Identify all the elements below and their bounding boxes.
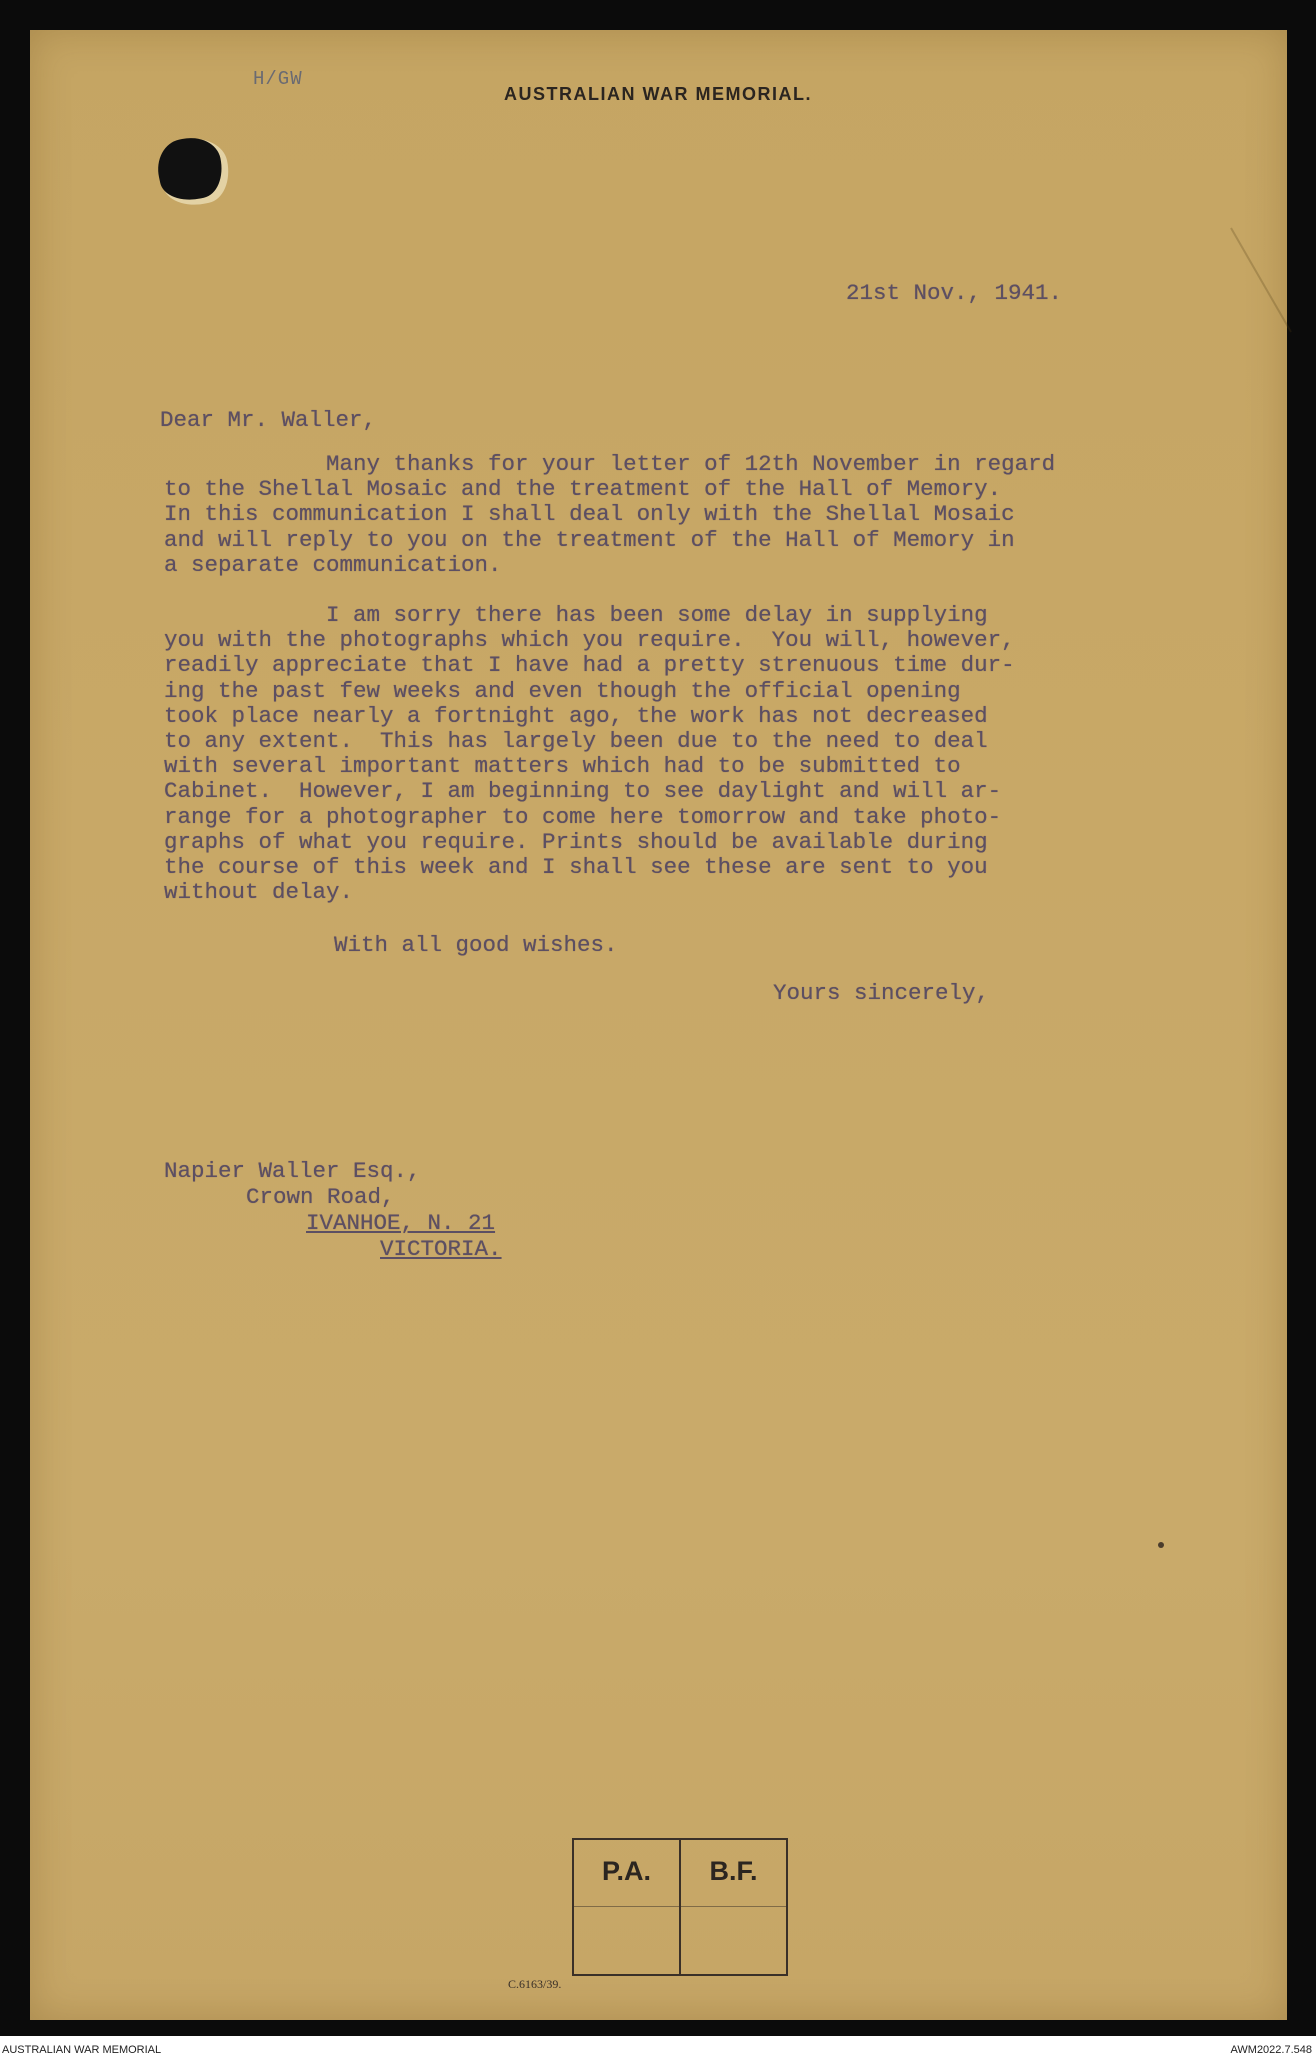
form-number: C.6163/39. xyxy=(508,1977,562,1991)
paper-crease xyxy=(1230,228,1292,333)
punch-hole xyxy=(152,132,227,206)
filing-stamp-box xyxy=(572,1838,788,1976)
stamp-label-bf: B.F. xyxy=(709,1856,758,1886)
paragraph-1: Many thanks for your letter of 12th November in regard to the Shellal Mosaic and the treatment of the Hall of Memory. In this communication I shall deal only with the Shellal Mosaic and will reply to you on the treatment of the Hall of Memory in a separate communication. xyxy=(164,451,1056,578)
paragraph-2: I am sorry there has been some delay in supplying you with the photographs which you require. You will, however, readily appreciate that I have had a pretty strenuous time dur- ing the past few weeks and even though the official opening took place nearly a fortnight ago, the work has not decreased to any extent. This has largely been due to the need to deal with several important matters which had to be submitted to Cabinet. However, I am beginning to see daylight and will ar- range for a photographer to come here tomorrow and take photo- graphs of what you require. Prints should be available during the course of this week and I shall see these are sent to you without delay. xyxy=(164,602,1015,906)
address-name: Napier Waller Esq., xyxy=(164,1158,421,1184)
letter-sheet xyxy=(30,30,1287,2020)
stamp-divider-horizontal xyxy=(574,1906,786,1907)
footer-catalogue-id: AWM2022.7.548 xyxy=(1230,2044,1312,2056)
address-street: Crown Road, xyxy=(246,1184,395,1210)
address-state: VICTORIA. xyxy=(380,1236,502,1262)
letterhead-title: AUSTRALIAN WAR MEMORIAL. xyxy=(504,84,812,104)
reference-code: H/GW xyxy=(253,68,303,90)
footer-institution: AUSTRALIAN WAR MEMORIAL xyxy=(2,2044,162,2056)
address-suburb: IVANHOE, N. 21 xyxy=(306,1210,496,1236)
stamp-label-pa: P.A. xyxy=(601,1856,652,1886)
letter-date: 21st Nov., 1941. xyxy=(846,280,1063,306)
closing-sign-off: Yours sincerely, xyxy=(773,980,990,1006)
closing-wishes: With all good wishes. xyxy=(334,932,618,958)
salutation: Dear Mr. Waller, xyxy=(160,407,377,433)
ink-spot xyxy=(1158,1542,1164,1548)
